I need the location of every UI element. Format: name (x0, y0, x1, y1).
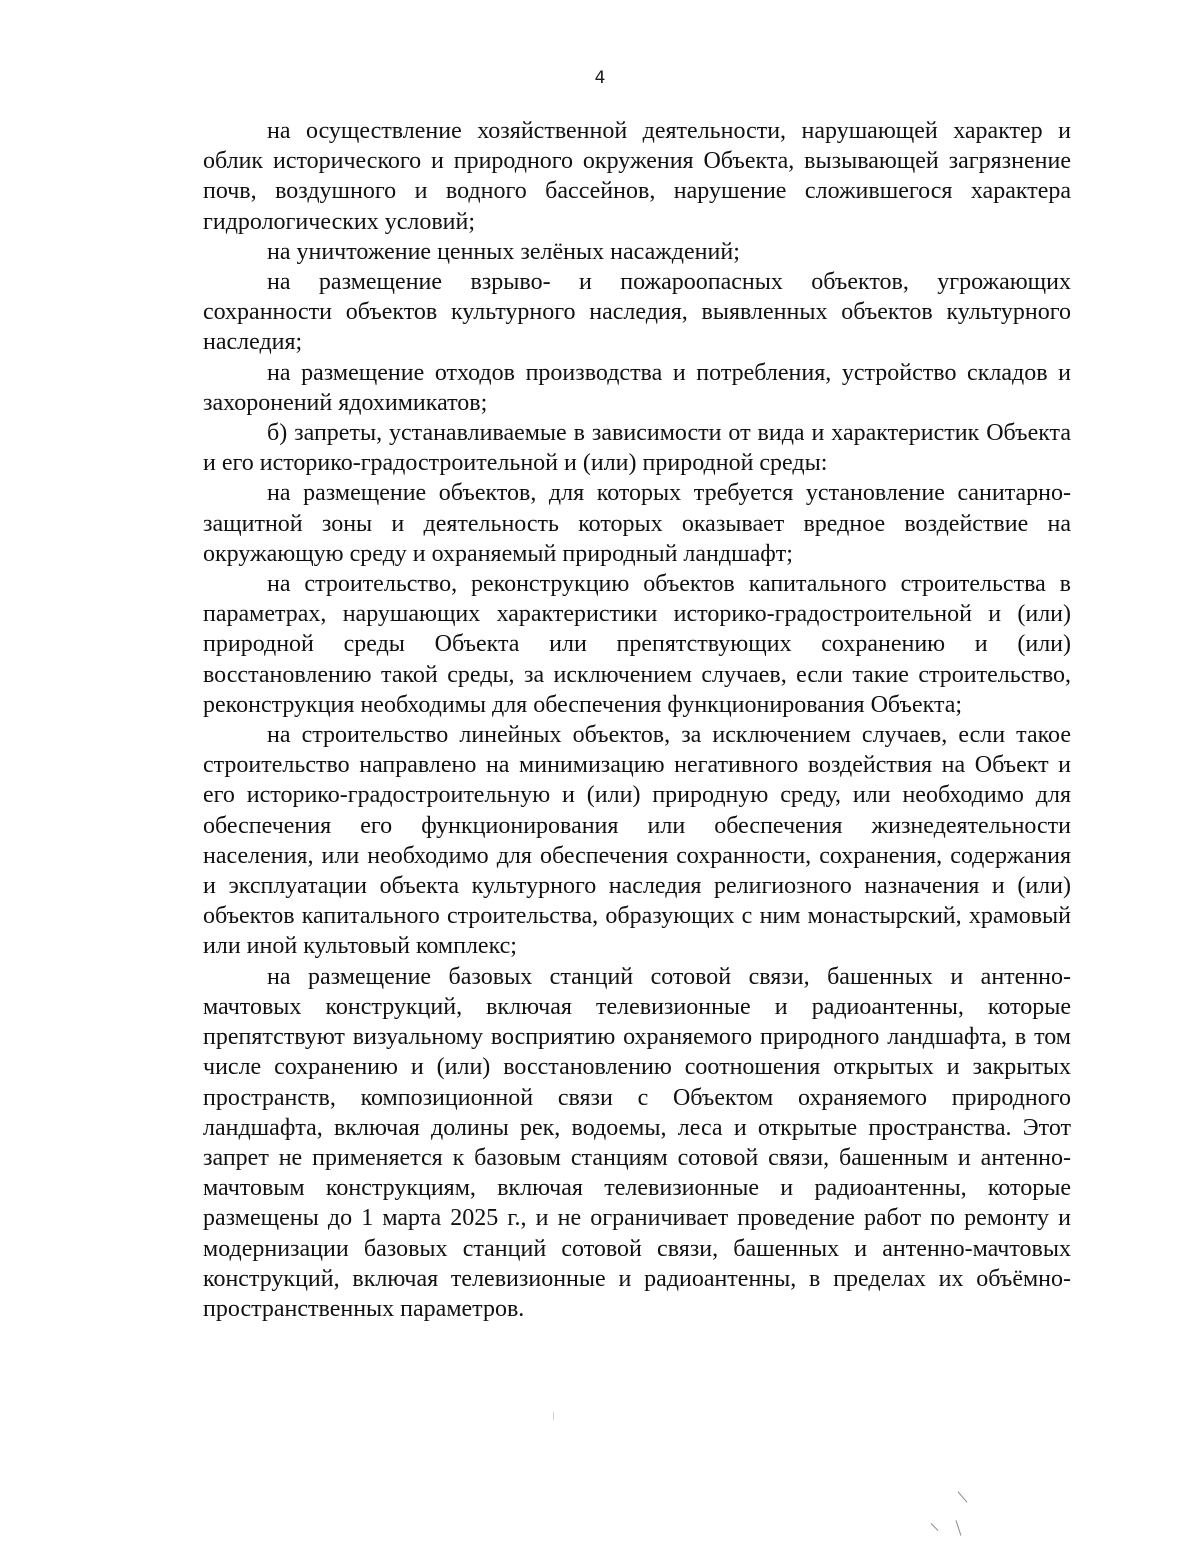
paragraph-hazardous-objects: на размещение взрыво- и пожароопасных объектов, угрожающих сохранности объектов культурного наследия, выявленных объектов культурного наследия; (203, 269, 1071, 356)
document-body (203, 116, 1071, 1324)
paragraph-cellular-stations: на размещение базовых станций сотовой связи, башенных и антенно-мачтовых конструкций, включая телевизионные и радиоантенны, которые препятствуют визуальному восприятию охраняемого природного ландшафта, в том числе сохранению и (или) восстановлению соотношения открытых и закрытых пространств, композиционной связи с Объектом охраняемого природного ландшафта, включая долины рек, водоемы, леса и открытые пространства. Этот запрет не применяется к базовым станциям сотовой связи, башенным и антенно-мачтовым конструкциям, включая телевизионные и радиоантенны, которые размещены до 1 марта 2025 г., и не ограничивает проведение работ по ремонту и модернизации базовых станций сотовой связи, башенных и антенно-мачтовых конструкций, включая телевизионные и радиоантенны, в пределах их объёмно-пространственных параметров. (203, 963, 1071, 1322)
paragraph-waste-placement: на размещение отходов производства и потребления, устройство складов и захоронений ядохимикатов; (203, 359, 1071, 416)
scan-artifact (931, 1523, 939, 1531)
paragraph-capital-construction: на строительство, реконструкцию объектов капитального строительства в параметрах, нарушающих характеристики историко-градостроительной и (или) природной среды Объекта или препятствующих сохранению и (или) восстановлению такой среды, за исключением случаев, если такие строительство, реконструкция необходимы для обеспечения функционирования Объекта; (203, 571, 1071, 718)
paragraph-prohibitions-b: б) запреты, устанавливаемые в зависимости от вида и характеристик Объекта и его историко-градостроительной и (или) природной среды: (203, 420, 1071, 477)
paragraph-economic-activity: на осуществление хозяйственной деятельности, нарушающей характер и облик исторического и природного окружения Объекта, вызывающей загрязнение почв, воздушного и водного бассейнов, нарушение сложившегося характера гидрологических условий; (203, 118, 1071, 235)
scan-artifact (956, 1520, 962, 1536)
paragraph-linear-objects: на строительство линейных объектов, за исключением случаев, если такое строительство направлено на минимизацию негативного воздействия на Объект и его историко-градостроительную и (или) природную среду, или необходимо для обеспечения его функционирования или обеспечения жизнедеятельности населения, или необходимо для обеспечения сохранности, сохранения, содержания и эксплуатации объекта культурного наследия религиозного назначения и (или) объектов капитального строительства, образующих с ним монастырский, храмовый или иной культовый комплекс; (203, 722, 1071, 960)
paragraph-sanitary-zone: на размещение объектов, для которых требуется установление санитарно-защитной зоны и деятельность которых оказывает вредное воздействие на окружающую среду и охраняемый природный ландшафт; (203, 480, 1071, 567)
scan-artifact (553, 1412, 554, 1420)
paragraph-green-spaces: на уничтожение ценных зелёных насаждений; (267, 238, 740, 265)
scan-artifact (958, 1491, 968, 1502)
page-number: 4 (594, 68, 606, 88)
